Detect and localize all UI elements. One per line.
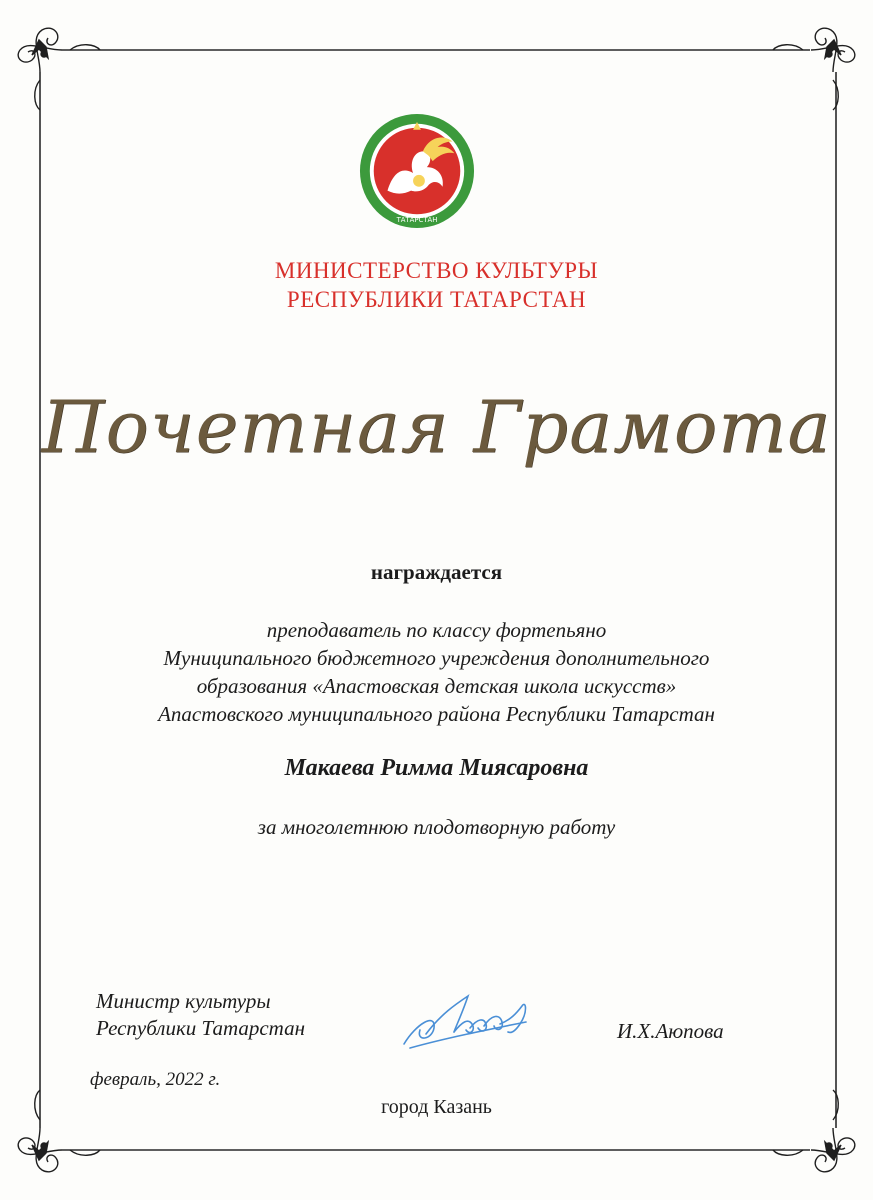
signatory-name: И.Х.Аюпова bbox=[617, 1019, 724, 1043]
awarded-label: награждается bbox=[370, 560, 503, 584]
recipient-position-line: образования «Апастовская детская школа искусств» bbox=[196, 674, 677, 698]
recipient-position-line: Апастовского муниципального района Республики Татарстан bbox=[158, 702, 715, 726]
emblem-caption: ТАТАРСТАН bbox=[396, 216, 438, 225]
issue-city: город Казань bbox=[381, 1096, 492, 1118]
recipient-position-line: Муниципального бюджетного учреждения дополнительного bbox=[163, 646, 710, 670]
issuer-line-1: МИНИСТЕРСТВО КУЛЬТУРЫ bbox=[274, 258, 599, 283]
recipient-position-line: преподаватель по классу фортепьяно bbox=[266, 618, 607, 642]
recipient-name: Макаева Римма Миясаровна bbox=[284, 755, 589, 781]
handwritten-signature-icon bbox=[396, 984, 546, 1056]
tatarstan-coat-of-arms-icon bbox=[358, 112, 476, 230]
certificate-title: Почетная Грамота bbox=[41, 385, 832, 469]
signatory-title-line-1: Министр культуры bbox=[96, 989, 271, 1013]
award-reason: за многолетнюю плодотворную работу bbox=[257, 815, 616, 839]
issuer-line-2: РЕСПУБЛИКИ ТАТАРСТАН bbox=[286, 287, 587, 312]
signatory-title-line-2: Республики Татарстан bbox=[96, 1016, 306, 1040]
issue-date: февраль, 2022 г. bbox=[90, 1069, 221, 1090]
